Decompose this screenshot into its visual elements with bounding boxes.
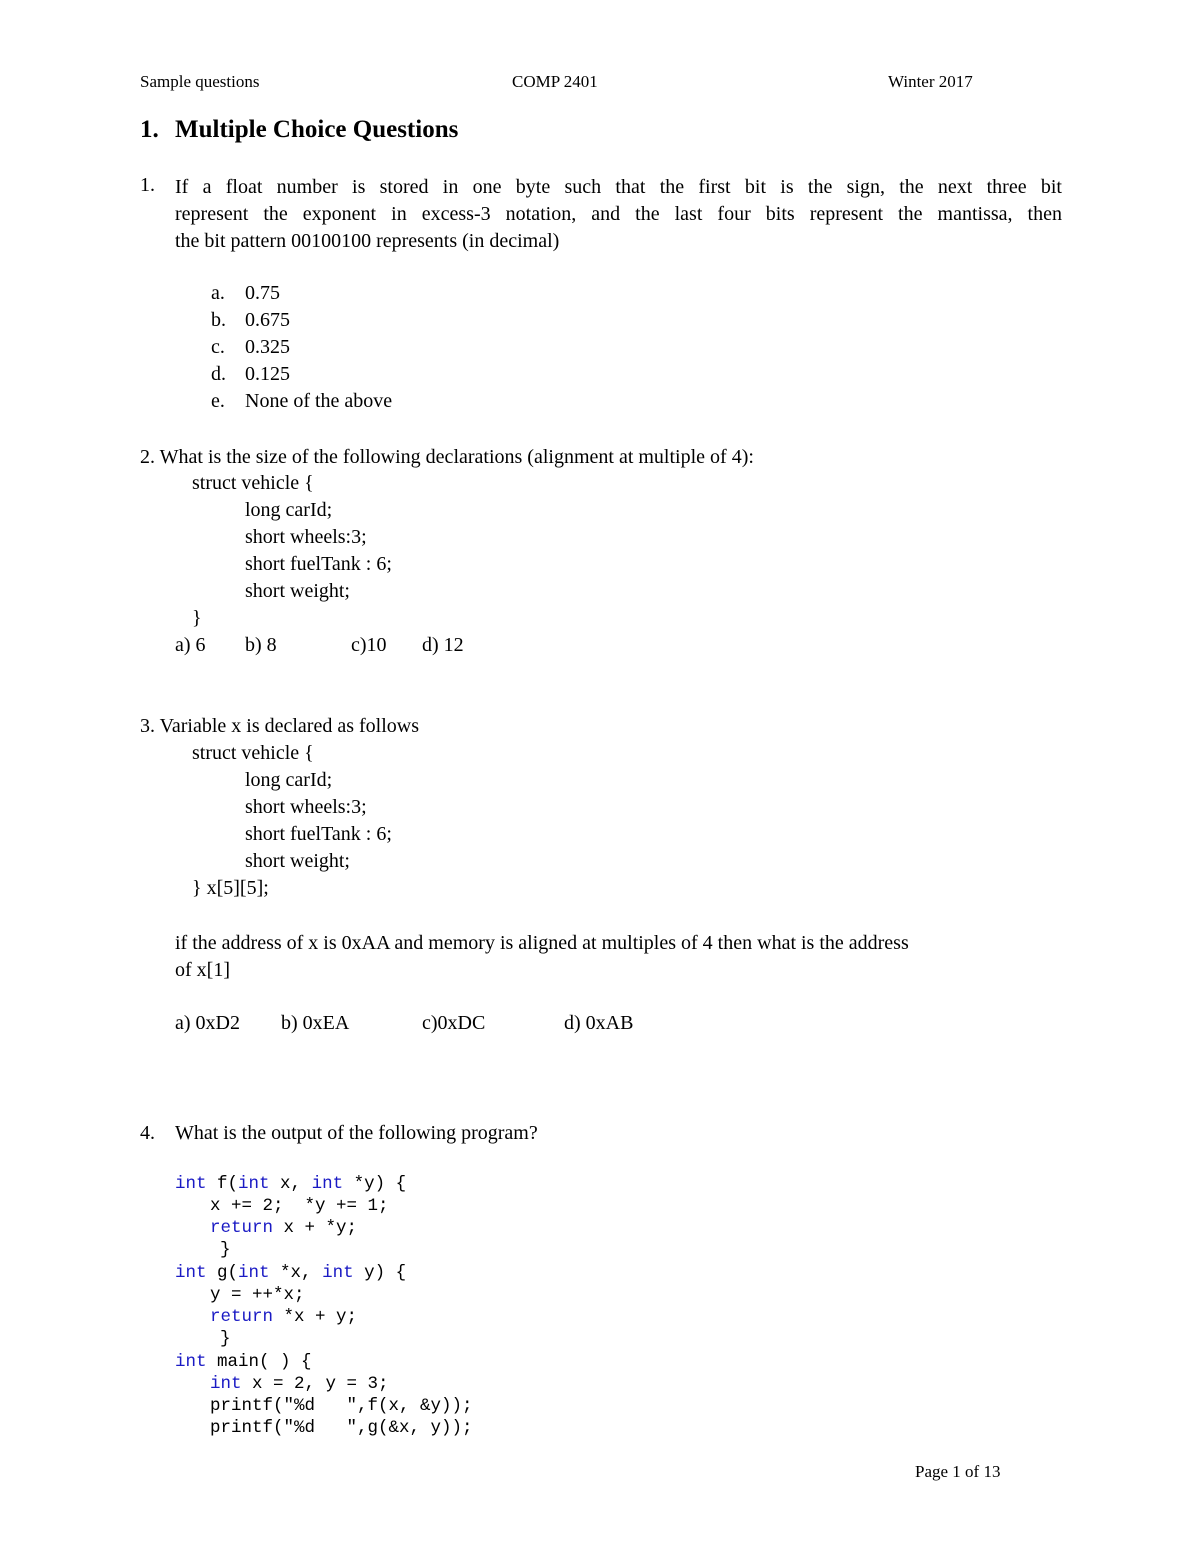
q1-option-b-text: 0.675 — [245, 309, 290, 331]
q3-field-1: long carId; — [245, 769, 333, 791]
q2-field-2: short wheels:3; — [245, 526, 367, 548]
q3-option-c: c)0xDC — [422, 1012, 486, 1034]
q1-line-1: If a float number is stored in one byte such that the first bit is the sign, the next three bit — [175, 176, 1062, 198]
section-title: Multiple Choice Questions — [175, 116, 459, 143]
q2-option-d: d) 12 — [422, 634, 464, 656]
q1-number: 1. — [140, 174, 155, 196]
q2-struct-open: struct vehicle { — [192, 472, 314, 494]
q2-struct-close: } — [192, 607, 202, 629]
q2-prompt: 2. What is the size of the following declarations (alignment at multiple of 4): — [140, 446, 754, 468]
code-line-10 — [210, 1374, 389, 1394]
q3-question-line-1: if the address of x is 0xAA and memory is aligned at multiples of 4 then what is the address — [175, 932, 909, 954]
code-keyword: int — [238, 1174, 270, 1194]
q1-option-e-text: None of the above — [245, 390, 393, 412]
code-keyword: int — [175, 1263, 207, 1283]
q1-option-e-letter: e. — [211, 390, 225, 412]
q2-field-3: short fuelTank : 6; — [245, 553, 392, 575]
code-text: f( — [206, 1174, 239, 1194]
code-keyword: int — [175, 1352, 207, 1372]
q2-option-c: c)10 — [351, 634, 387, 656]
header-left: Sample questions — [140, 72, 260, 91]
q1-option-a-text: 0.75 — [245, 282, 280, 304]
code-line-1 — [175, 1174, 406, 1194]
code-keyword: int — [322, 1263, 354, 1283]
code-text: *x + y; — [273, 1307, 358, 1327]
header-right: Winter 2017 — [888, 72, 973, 91]
code-text: x = 2, y = 3; — [241, 1374, 389, 1394]
q4-number: 4. — [140, 1122, 155, 1144]
q2-option-a: a) 6 — [175, 634, 206, 656]
q1-option-c-letter: c. — [211, 336, 225, 358]
code-text: *y) { — [343, 1174, 407, 1194]
q4-prompt: What is the output of the following program? — [175, 1122, 538, 1144]
q3-struct-open: struct vehicle { — [192, 742, 314, 764]
q3-question-line-2: of x[1] — [175, 959, 230, 981]
q2-option-b: b) 8 — [245, 634, 277, 656]
header-center: COMP 2401 — [512, 72, 598, 91]
code-line-3 — [210, 1218, 357, 1238]
q3-struct-close: } x[5][5]; — [192, 877, 269, 899]
code-keyword: return — [210, 1218, 274, 1238]
q3-option-b: b) 0xEA — [281, 1012, 350, 1034]
code-text: x + *y; — [273, 1218, 358, 1238]
code-line-11: printf("%d ",f(x, &y)); — [210, 1396, 473, 1416]
code-line-5 — [175, 1263, 406, 1283]
code-keyword: int — [311, 1174, 344, 1194]
q1-option-b-letter: b. — [211, 309, 226, 331]
q1-line-2: represent the exponent in excess-3 notation, and the last four bits represent the mantissa, then — [175, 203, 1062, 225]
code-line-6: y = ++*x; — [210, 1285, 305, 1305]
q1-option-a-letter: a. — [211, 282, 225, 304]
code-line-12: printf("%d ",g(&x, y)); — [210, 1418, 473, 1438]
code-text: x, — [269, 1174, 312, 1194]
code-text: *x, — [269, 1263, 323, 1283]
q1-option-c-text: 0.325 — [245, 336, 290, 358]
code-line-2: x += 2; *y += 1; — [210, 1196, 389, 1216]
code-line-8: } — [220, 1329, 231, 1349]
code-keyword: int — [210, 1374, 242, 1394]
code-keyword: return — [210, 1307, 274, 1327]
code-keyword: int — [238, 1263, 270, 1283]
code-keyword: int — [175, 1174, 207, 1194]
q3-option-a: a) 0xD2 — [175, 1012, 240, 1034]
code-text: main( ) { — [206, 1352, 312, 1372]
code-line-9 — [175, 1352, 312, 1372]
code-line-7 — [210, 1307, 357, 1327]
q1-option-d-letter: d. — [211, 363, 226, 385]
code-text: g( — [206, 1263, 239, 1283]
code-text: y) { — [353, 1263, 407, 1283]
q3-field-3: short fuelTank : 6; — [245, 823, 392, 845]
q3-prompt: 3. Variable x is declared as follows — [140, 715, 419, 737]
q2-field-4: short weight; — [245, 580, 350, 602]
q1-option-d-text: 0.125 — [245, 363, 290, 385]
q3-field-2: short wheels:3; — [245, 796, 367, 818]
q3-field-4: short weight; — [245, 850, 350, 872]
section-number: 1. — [140, 116, 159, 143]
code-line-4: } — [220, 1240, 231, 1260]
page-number: Page 1 of 13 — [915, 1462, 1001, 1481]
q3-option-d: d) 0xAB — [564, 1012, 634, 1034]
q1-line-3: the bit pattern 00100100 represents (in decimal) — [175, 230, 560, 252]
q2-field-1: long carId; — [245, 499, 333, 521]
